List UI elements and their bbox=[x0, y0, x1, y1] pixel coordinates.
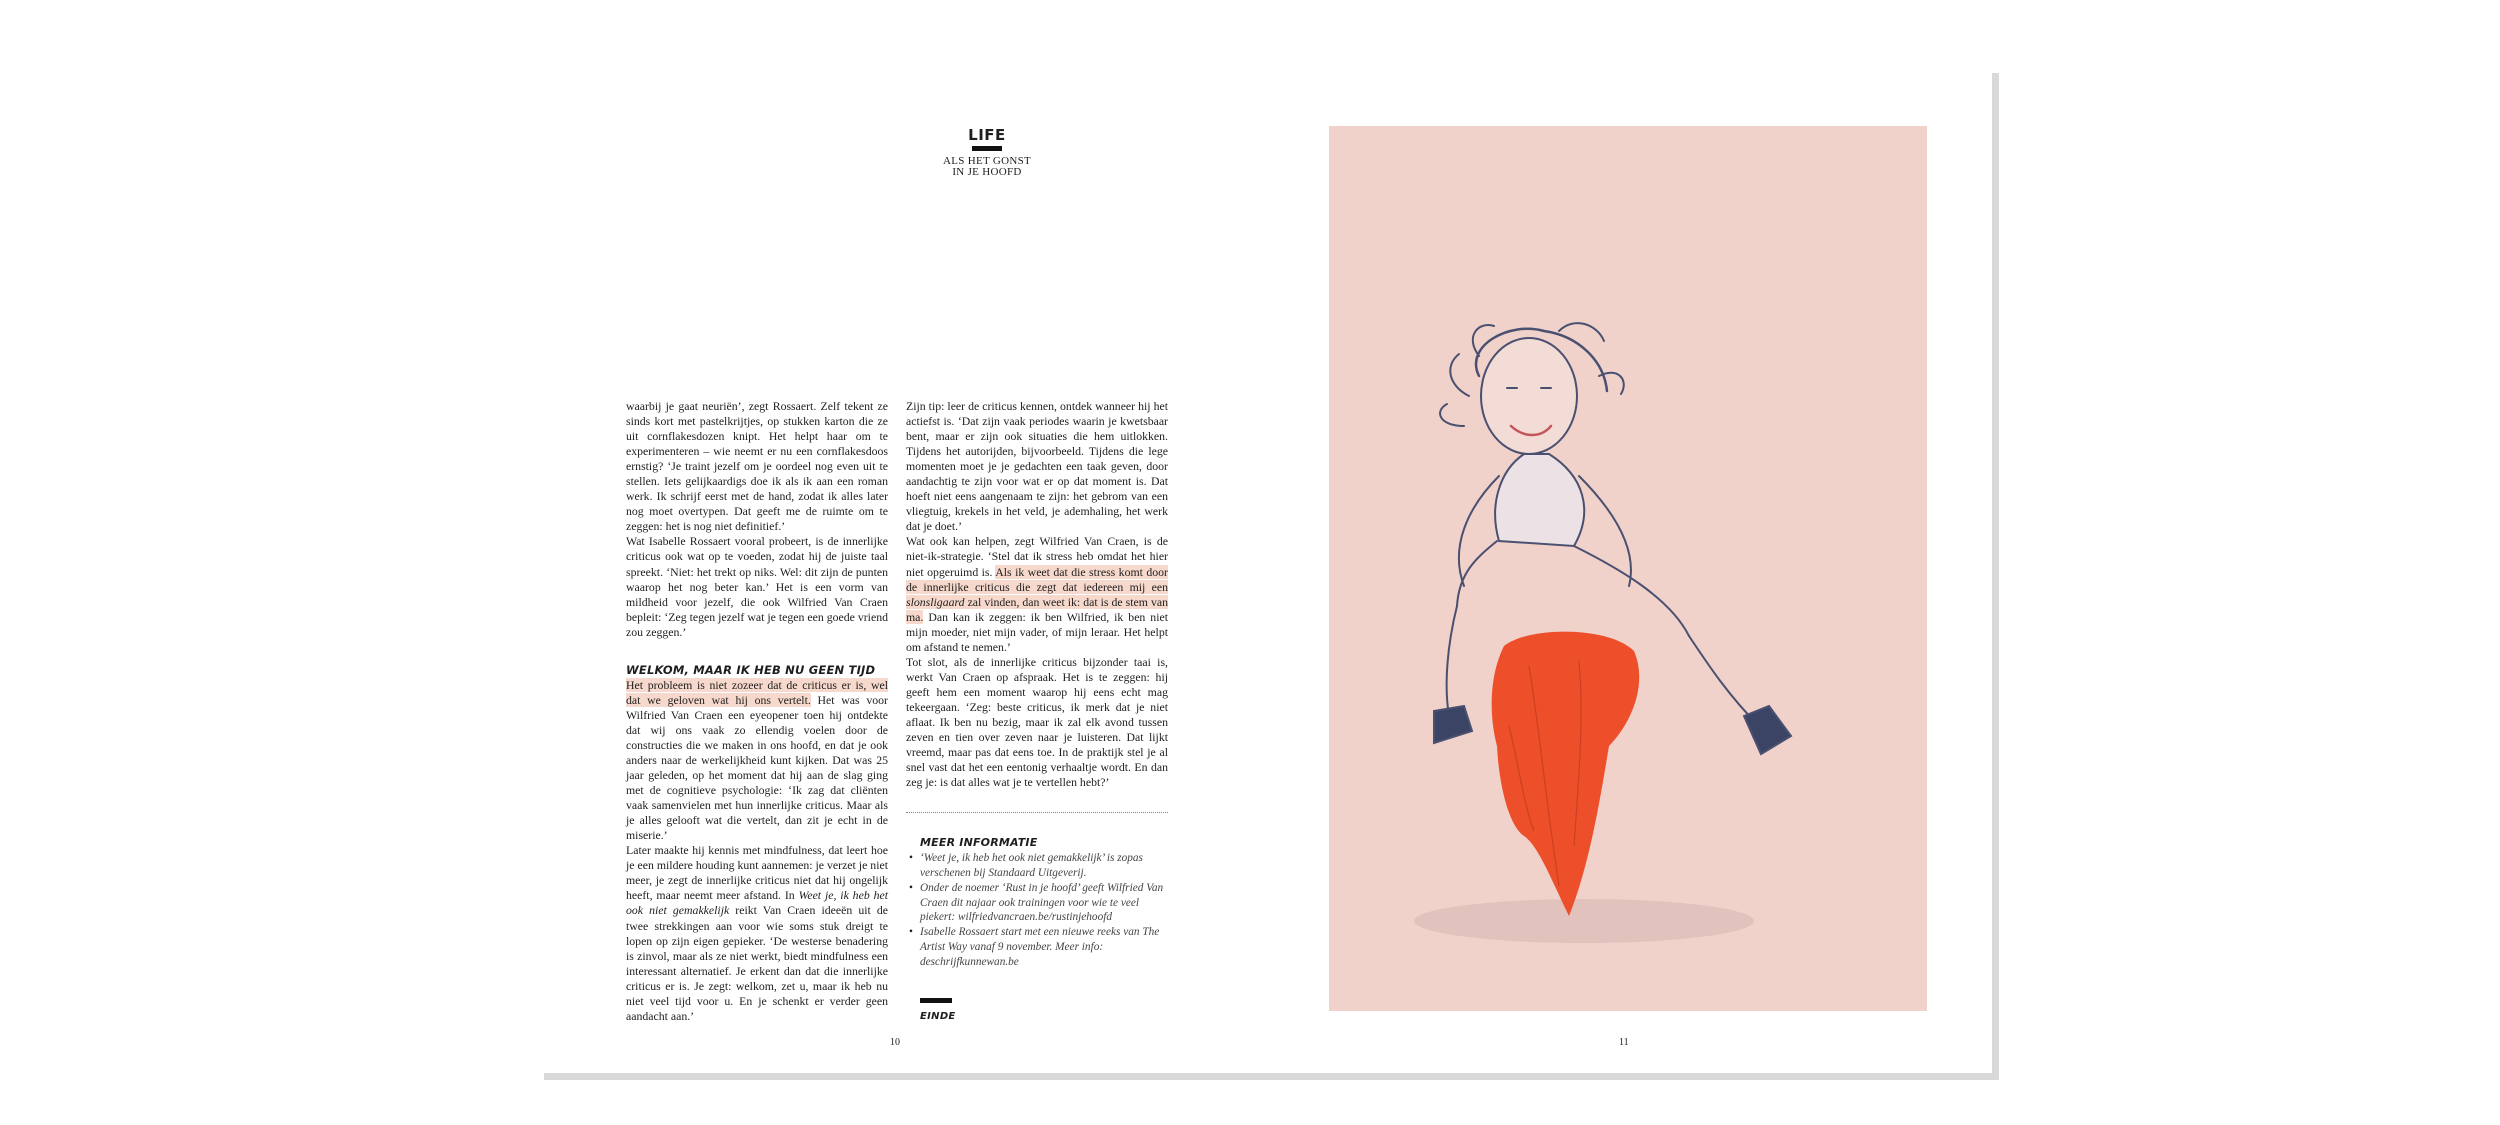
info-item: • ‘Weet je, ik heb het ook niet gemakkelijk’ is zopas verschenen bij Standaard Uitgeverij. bbox=[909, 852, 1143, 880]
info-item: • Isabelle Rossaert start met een nieuwe reeks van The Artist Way vanaf 9 november. Meer info: deschrijfkunnewan.be bbox=[909, 926, 1160, 968]
paragraph: Tot slot, als de innerlijke criticus bijzonder taai is, werkt Van Craen op afspraak. Het is te zeggen: hij geeft hem een moment waarop hij eens echt mag tekeergaan. ‘Zeg: beste criticus, ik merk dat je niet aflaat. Ik ben nu bezig, maar ik zal elk avond tussen zeven en tien over zeven naar je luisteren. Dat lijkt vreemd, maar pas dat eens toe. In de praktijk stel je al snel vast dat het een eentonig verhaaltje wordt. En dan zeg je: is dat alles wat je te vertellen hebt?’ bbox=[906, 654, 1168, 790]
highlighted-text: Als ik weet dat die stress komt door de innerlijke criticus die zegt dat iedereen mij een slonsligaard zal vinden, dan weet ik: dat is de stem van ma. bbox=[906, 564, 1168, 624]
section-label: LIFE bbox=[968, 126, 1006, 144]
page-number-left: 10 bbox=[890, 1037, 900, 1048]
article-column-1 bbox=[626, 399, 888, 1024]
paragraph: Zijn tip: leer de criticus kennen, ontdek wanneer hij het actiefst is. ‘Dat zijn vaak periodes waarin je kwetsbaar bent, maar er zijn ook situaties die hem uitlokken. Tijdens het autorijden, bijvoorbeeld. Tijdens die lege momenten moet je je gedachten een taak geven, door aandachtig te zijn voor wat er op dat moment is. Dat hoeft niet eens aangenaam te zijn: het gebrom van een vliegtuig, krekels in het veld, je ademhaling, het werk dat je doet.’ bbox=[906, 399, 1168, 534]
divider bbox=[906, 812, 1168, 813]
bullet-icon: • bbox=[909, 926, 913, 939]
info-heading: MEER INFORMATIE bbox=[920, 836, 1038, 850]
subheading: WELKOM, MAAR IK HEB NU GEEN TIJD bbox=[626, 662, 876, 677]
article-column-2 bbox=[906, 399, 1168, 1024]
illustration-jumping-girl bbox=[1329, 126, 1927, 1011]
shadow bbox=[1414, 899, 1754, 943]
paragraph: waarbij je gaat neuriën’, zegt Rossaert. Zelf tekent ze sinds kort met pastelkrijtjes, op stukken karton die ze uit cornflakesdozen knipt. Het helpt haar om te experimenteren – wie neemt er nu een cornflakesdoos ernstig? ‘Je traint jezelf om je oordeel nog even uit te stellen. Iets gelijkaardigs doe ik als ik aan een roman werk. Ik schrijf eerst met de hand, zodat ik alles later nog moet overtypen. Dat geeft me de ruimte om te zeggen: het is nog niet definitief.’ bbox=[626, 399, 888, 534]
highlighted-text: Het probleem is niet zozeer dat de criticus er is, wel dat we geloven wat hij ons vertelt. bbox=[626, 677, 888, 707]
magazine-spread bbox=[537, 66, 1992, 1073]
section-subtitle-2: IN JE HOOFD bbox=[952, 166, 1022, 178]
info-list bbox=[909, 851, 1168, 969]
section-header bbox=[837, 126, 1137, 178]
info-item: • Onder de noemer ‘Rust in je hoofd’ geeft Wilfried Van Craen dit najaar ook trainingen voor wie te veel piekert: wilfriedvancraen.be/rustinjehoofd bbox=[909, 881, 1164, 924]
book-title: Weet je, ik heb het ook niet gemakkelijk bbox=[626, 888, 888, 918]
section-subtitle-1: ALS HET GONST bbox=[942, 155, 1032, 167]
bullet-icon: • bbox=[909, 852, 913, 865]
bullet-icon: • bbox=[909, 881, 913, 894]
paragraph: Wat ook kan helpen, zegt Wilfried Van Craen, is de niet-ik-strategie. ‘Stel dat ik stress heb omdat het hier niet opgeruimd is. Als ik weet dat die stress komt door de innerlijke criticus die zegt dat iedereen mij een slonsligaard zal vinden, dan weet ik: dat is de stem van ma. Dan kan ik zeggen: ik ben Wilfried, ik ben niet mijn moeder, niet mijn vader, of mijn leraar. Het helpt om afstand te nemen.’ bbox=[906, 534, 1168, 654]
header-rule bbox=[972, 146, 1002, 151]
paragraph: Het probleem is niet zozeer dat de criticus er is, wel dat we geloven wat hij ons vertelt. Het was voor Wilfried Van Craen een eyeopener toen hij ontdekte dat wij ons vaak zo ellendig voelen door de constructies die we maken in ons hoofd, en dat je ook anders naar de werkelijkheid kunt kijken. Dat was 25 jaar geleden, op het moment dat hij aan de slag ging met de cognitieve psychologie: ‘Ik zag dat cliënten vaak samenvielen met hun innerlijke criticus. Maar als je alles gelooft wat die vertelt, dan zit je echt in de miserie.’ bbox=[626, 677, 888, 843]
info-box bbox=[906, 835, 1168, 1023]
page-number-right: 11 bbox=[1619, 1037, 1629, 1048]
illustration-background bbox=[1329, 126, 1927, 1011]
paragraph: Later maakte hij kennis met mindfulness, dat leert hoe je een mildere houding kunt aannemen: je verzet je niet meer, je zegt de innerlijke criticus niet dat hij ongelijk heeft, maar neemt meer afstand. In Weet je, ik heb het ook niet gemakkelijk reikt Van Craen ideeën uit de twee strekkingen aan voor wie soms stuk dreigt te lopen op zijn eigen gepieker. ‘De westerse benadering is zinvol, maar als ze niet werkt, biedt mindfulness een interessant alternatief. Je erkent dan dat die innerlijke criticus er is. Je zegt: welkom, zet u, maar ik heb nu niet veel tijd voor u. En je schenkt er verder geen aandacht aan.’ bbox=[626, 843, 888, 1023]
end-rule bbox=[920, 998, 952, 1003]
paragraph: Wat Isabelle Rossaert vooral probeert, is de innerlijke criticus ook wat op te voeden, zodat hij de juiste taal spreekt. ‘Niet: het trekt op niks. Wel: dit zijn de punten waarop het nog beter kan.’ Het is een vorm van mildheid voor jezelf, die ook Wilfried Van Craen bepleit: ‘Zeg tegen jezelf wat je tegen een goede vriend zou zeggen.’ bbox=[626, 534, 888, 639]
end-label: EINDE bbox=[920, 1010, 956, 1022]
